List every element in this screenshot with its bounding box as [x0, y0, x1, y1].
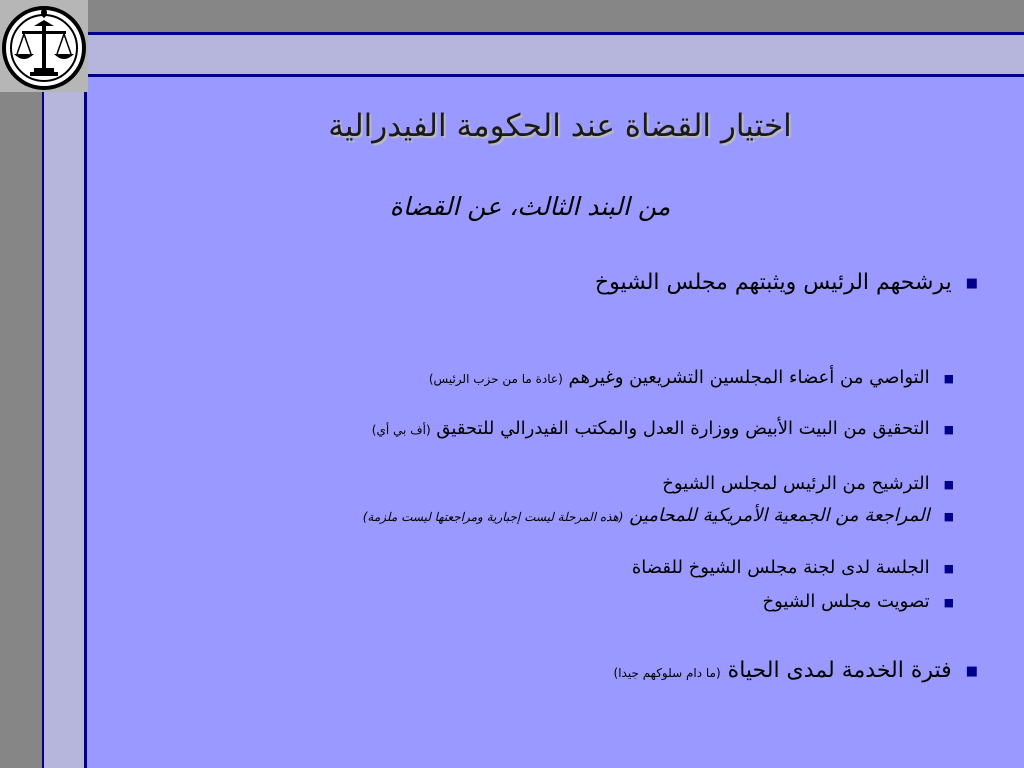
- list-item-text: التواصي من أعضاء المجلسين التشريعين وغيرهم: [568, 367, 930, 388]
- list-item: [662, 473, 954, 494]
- list-item: [614, 658, 978, 683]
- logo: [0, 0, 88, 92]
- list-item: [372, 418, 954, 439]
- list-item: [363, 505, 954, 526]
- page-subtitle: من البند الثالث، عن القضاة: [389, 192, 671, 221]
- list-item: [429, 367, 954, 388]
- square-bullet-icon: ■: [943, 595, 954, 609]
- list-item-text: الجلسة لدى لجنة مجلس الشيوخ للقضاة: [631, 557, 930, 578]
- page-title: اختيار القضاة عند الحكومة الفيدرالية: [328, 108, 792, 144]
- square-bullet-icon: ■: [943, 561, 954, 575]
- list-item-text: الترشيح من الرئيس لمجلس الشيوخ: [662, 473, 930, 494]
- list-item-text: فترة الخدمة لمدى الحياة: [727, 658, 952, 683]
- left-gray-strip: [0, 75, 42, 768]
- square-bullet-icon: ■: [943, 477, 954, 491]
- list-item-text: يرشحهم الرئيس ويثبتهم مجلس الشيوخ: [594, 270, 952, 295]
- square-bullet-icon: ■: [943, 371, 954, 385]
- square-bullet-icon: ■: [943, 509, 954, 523]
- list-item-text: تصويت مجلس الشيوخ: [762, 591, 930, 612]
- square-bullet-icon: ■: [965, 275, 978, 291]
- square-bullet-icon: ■: [943, 422, 954, 436]
- left-light-band: [44, 75, 84, 768]
- list-item: [595, 270, 978, 295]
- list-item-text: المراجعة من الجمعية الأمريكية للمحامين: [629, 505, 930, 526]
- list-item-note: (أف بي أي): [371, 423, 431, 437]
- top-gray-band: [0, 0, 1024, 34]
- top-light-band: [0, 35, 1024, 75]
- square-bullet-icon: ■: [965, 663, 978, 679]
- list-item-note: (عادة ما من حزب الرئيس): [428, 372, 563, 386]
- list-item-note: (هذه المرحلة ليست إجبارية ومراجعتها ليست ملزمة): [362, 510, 624, 524]
- list-item: [762, 591, 954, 612]
- list-item-text: التحقيق من البيت الأبيض ووزارة العدل والمكتب الفيدرالي للتحقيق: [436, 418, 930, 439]
- scales-of-justice-icon: [0, 0, 88, 92]
- list-item-note: (ما دام سلوكهم جيدا): [613, 666, 721, 680]
- list-item: [632, 557, 954, 578]
